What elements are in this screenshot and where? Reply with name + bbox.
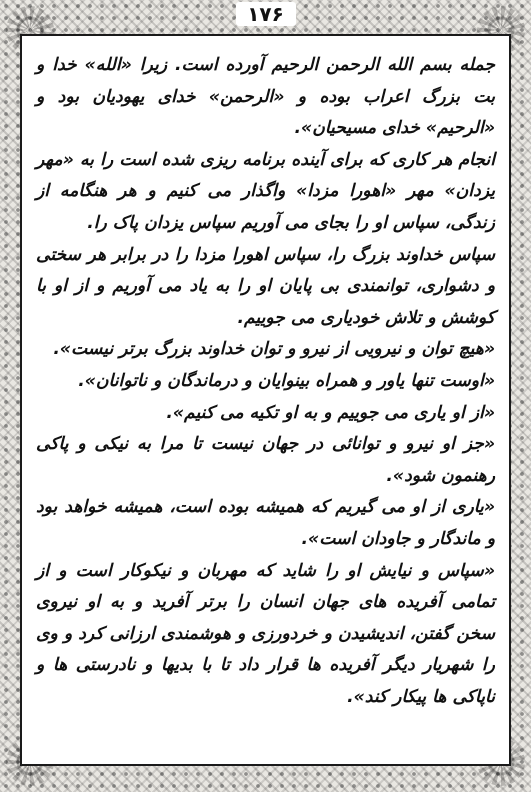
paragraph: سپاس خداوند بزرگ را، سپاس اهورا مزدا را در برابر هر سختی و دشواری، توانمندی بی پایان او را به یاد می آوریم و از او با کوشش و تلاش خودیاری می جوییم.: [36, 244, 495, 328]
body-text: [36, 50, 495, 754]
paragraph: «اوست تنها یاور و همراه بینوایان و درماندگان و ناتوانان».: [78, 370, 495, 391]
paragraph: «سپاس و نیایش او را شاید که مهربان و نیکوکار است و از تمامی آفریده های جهان انسان را برتر آفرید و به او نیروی سخن گفتن، اندیشیدن و خردورزی و هوشمندی ارزانی کرد و وی را شهریار دیگر آفریده ها قرار داد تا با بدیها و نادرستی ها و ناپاکی ها پیکار کند».: [36, 560, 495, 707]
paragraph: انجام هر کاری که برای آینده برنامه ریزی شده است را به «مهر یزدان» مهر «اهورا مزدا» واگذار می کنیم و هر هنگامه از زندگی، سپاس او را بجای می آوریم سپاس یزدان پاک را.: [36, 149, 495, 233]
paragraph: «یاری از او می گیریم که همیشه بوده است، همیشه خواهد بود و ماندگار و جاودان است».: [36, 497, 495, 549]
paragraph: «از او یاری می جوییم و به او تکیه می کنیم».: [166, 402, 495, 423]
paragraph: جمله بسم الله الرحمن الرحیم آورده است. زیرا «الله» خدا و بت بزرگ اعراب بوده و «الرحمن» خدای یهودیان بود و «الرحیم» خدای مسیحیان».: [36, 55, 495, 139]
paragraph: «هیچ توان و نیرویی از نیرو و توان خداوند بزرگ برتر نیست».: [53, 339, 495, 360]
paragraph: «جز او نیرو و توانائی در جهان نیست تا مرا به نیکی و پاکی رهنمون شود».: [36, 434, 495, 486]
page-number: ۱۷۶: [236, 2, 296, 26]
text-panel: [20, 34, 511, 766]
